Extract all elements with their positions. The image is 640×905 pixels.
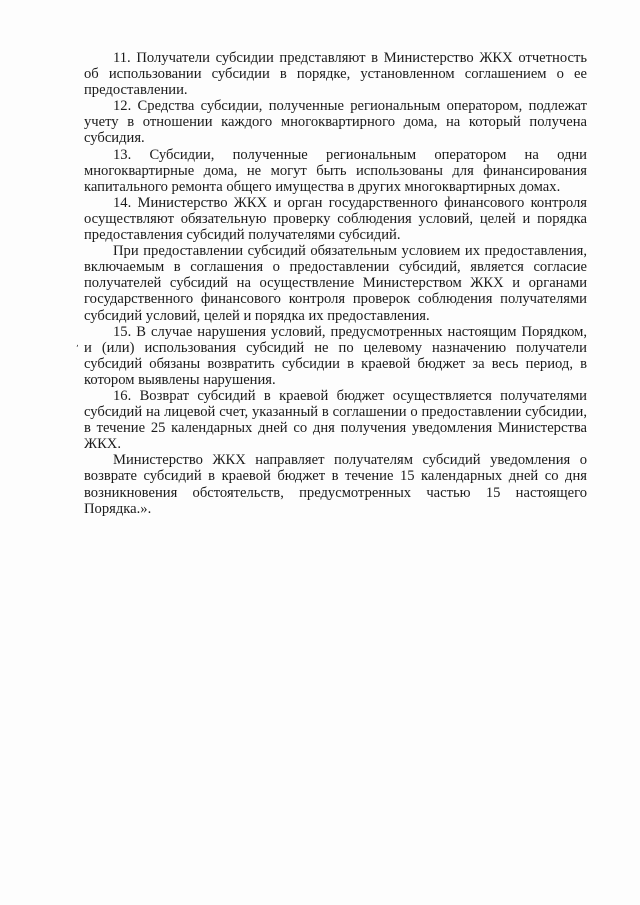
paragraph-12: 12. Средства субсидии, полученные региональным оператором, подлежат учету в отношении каждого многоквартирного дома, на который получена субсидия. [84,98,587,147]
document-body [84,50,587,517]
scan-mark: , [76,339,79,349]
paragraph-14: 14. Министерство ЖКХ и орган государственного финансового контроля осуществляют обязательную проверку соблюдения условий, целей и порядка предоставления субсидий получателями субсидий. [84,194,587,244]
paragraph-15: 15. В случае нарушения условий, предусмотренных настоящим Порядком, и (или) использования субсидий не по целевому назначению получатели субсидий обязаны возвратить субсидии в краевой бюджет за весь период, в котором выявлены нарушения. [84,323,587,388]
paragraph-16: 16. Возврат субсидий в краевой бюджет осуществляется получателями субсидий на лицевой счет, указанный в соглашении о предоставлении субсидии, в течение 25 календарных дней со дня получения уведомления Министерства ЖКХ. [84,387,587,453]
paragraph-13: 13. Субсидии, полученные региональным оператором на одни многоквартирные дома, не могут быть использованы для финансирования капитального ремонта общего имущества в других многоквартирных домах. [84,146,587,195]
paragraph-11: 11. Получатели субсидии представляют в Министерство ЖКХ отчетность об использовании субсидии в порядке, установленном соглашением о ее предоставлении. [84,50,587,99]
paragraph-16-notice: Министерство ЖКХ направляет получателям субсидий уведомления о возврате субсидий в краевой бюджет в течение 15 календарных дней со дня возникновения обстоятельств, предусмотренных частью 15 настоящего Порядка.». [84,452,587,517]
paragraph-14-condition: При предоставлении субсидий обязательным условием их предоставления, включаемым в соглашения о предоставлении субсидий, является согласие получателей субсидий на осуществление Министерством ЖКХ и органами государственного финансового контроля проверок соблюдения получателями субсидий условий, целей и порядка их предоставления. [84,243,587,324]
